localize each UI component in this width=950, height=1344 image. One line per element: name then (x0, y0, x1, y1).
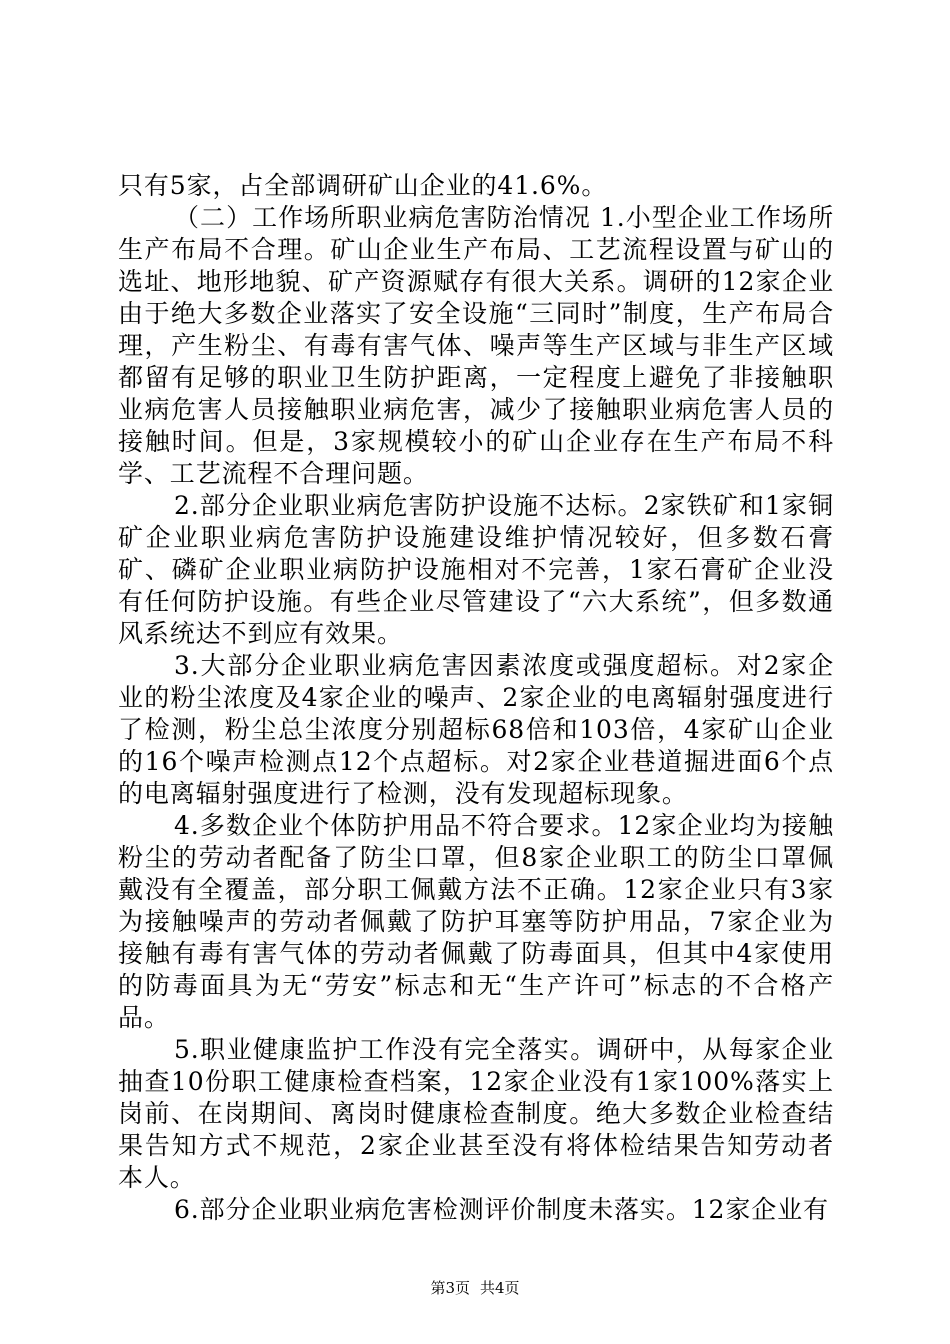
paragraph-item-5: 5.职业健康监护工作没有完全落实。调研中，从每家企业抽查10份职工健康检查档案，12家企业没有1家100%落实上岗前、在岗期间、离岗时健康检查制度。绝大多数企业检查结果告知方式不规范，2家企业甚至没有将体检结果告知劳动者本人。 (118, 1035, 834, 1192)
paragraph-item-6: 6.部分企业职业病危害检测评价制度未落实。12家企业有 (174, 1195, 829, 1224)
paragraph-item-2: 2.部分企业职业病危害防护设施不达标。2家铁矿和1家铜矿企业职业病危害防护设施建设维护情况较好，但多数石膏矿、磷矿企业职业病防护设施相对不完善，1家石膏矿企业没有任何防护设施。有些企业尽管建设了“六大系统”，但多数通风系统达不到应有效果。 (118, 491, 834, 648)
paragraph-section-two: （二）工作场所职业病危害防治情况 1.小型企业工作场所生产布局不合理。矿山企业生产布局、工艺流程设置与矿山的选址、地形地貌、矿产资源赋存有很大关系。调研的12家企业由于绝大多数企业落实了安全设施“三同时”制度，生产布局合理，产生粉尘、有毒有害气体、噪声等生产区域与非生产区域都留有足够的职业卫生防护距离，一定程度上避免了非接触职业病危害人员接触职业病危害，减少了接触职业病危害人员的接触时间。但是，3家规模较小的矿山企业存在生产布局不科学、工艺流程不合理问题。 (118, 203, 834, 488)
page-footer (0, 1278, 950, 1298)
paragraph-item-4: 4.多数企业个体防护用品不符合要求。12家企业均为接触粉尘的劳动者配备了防尘口罩，但8家企业职工的防尘口罩佩戴没有全覆盖，部分职工佩戴方法不正确。12家企业只有3家为接触噪声的劳动者佩戴了防护耳塞等防护用品，7家企业为接触有毒有害气体的劳动者佩戴了防毒面具，但其中4家使用的防毒面具为无“劳安”标志和无“生产许可”标志的不合格产品。 (118, 811, 834, 1032)
paragraph-item-3: 3.大部分企业职业病危害因素浓度或强度超标。对2家企业的粉尘浓度及4家企业的噪声、2家企业的电离辐射强度进行了检测，粉尘总尘浓度分别超标68倍和103倍，4家矿山企业的16个噪声检测点12个点超标。对2家企业巷道掘进面6个点的电离辐射强度进行了检测，没有发现超标现象。 (118, 651, 834, 808)
page-number: 第3页 (430, 1279, 470, 1297)
paragraph-continuation: 只有5家，占全部调研矿山企业的41.6%。 (118, 171, 608, 200)
document-body (118, 170, 834, 1226)
page-total: 共4页 (480, 1279, 520, 1297)
